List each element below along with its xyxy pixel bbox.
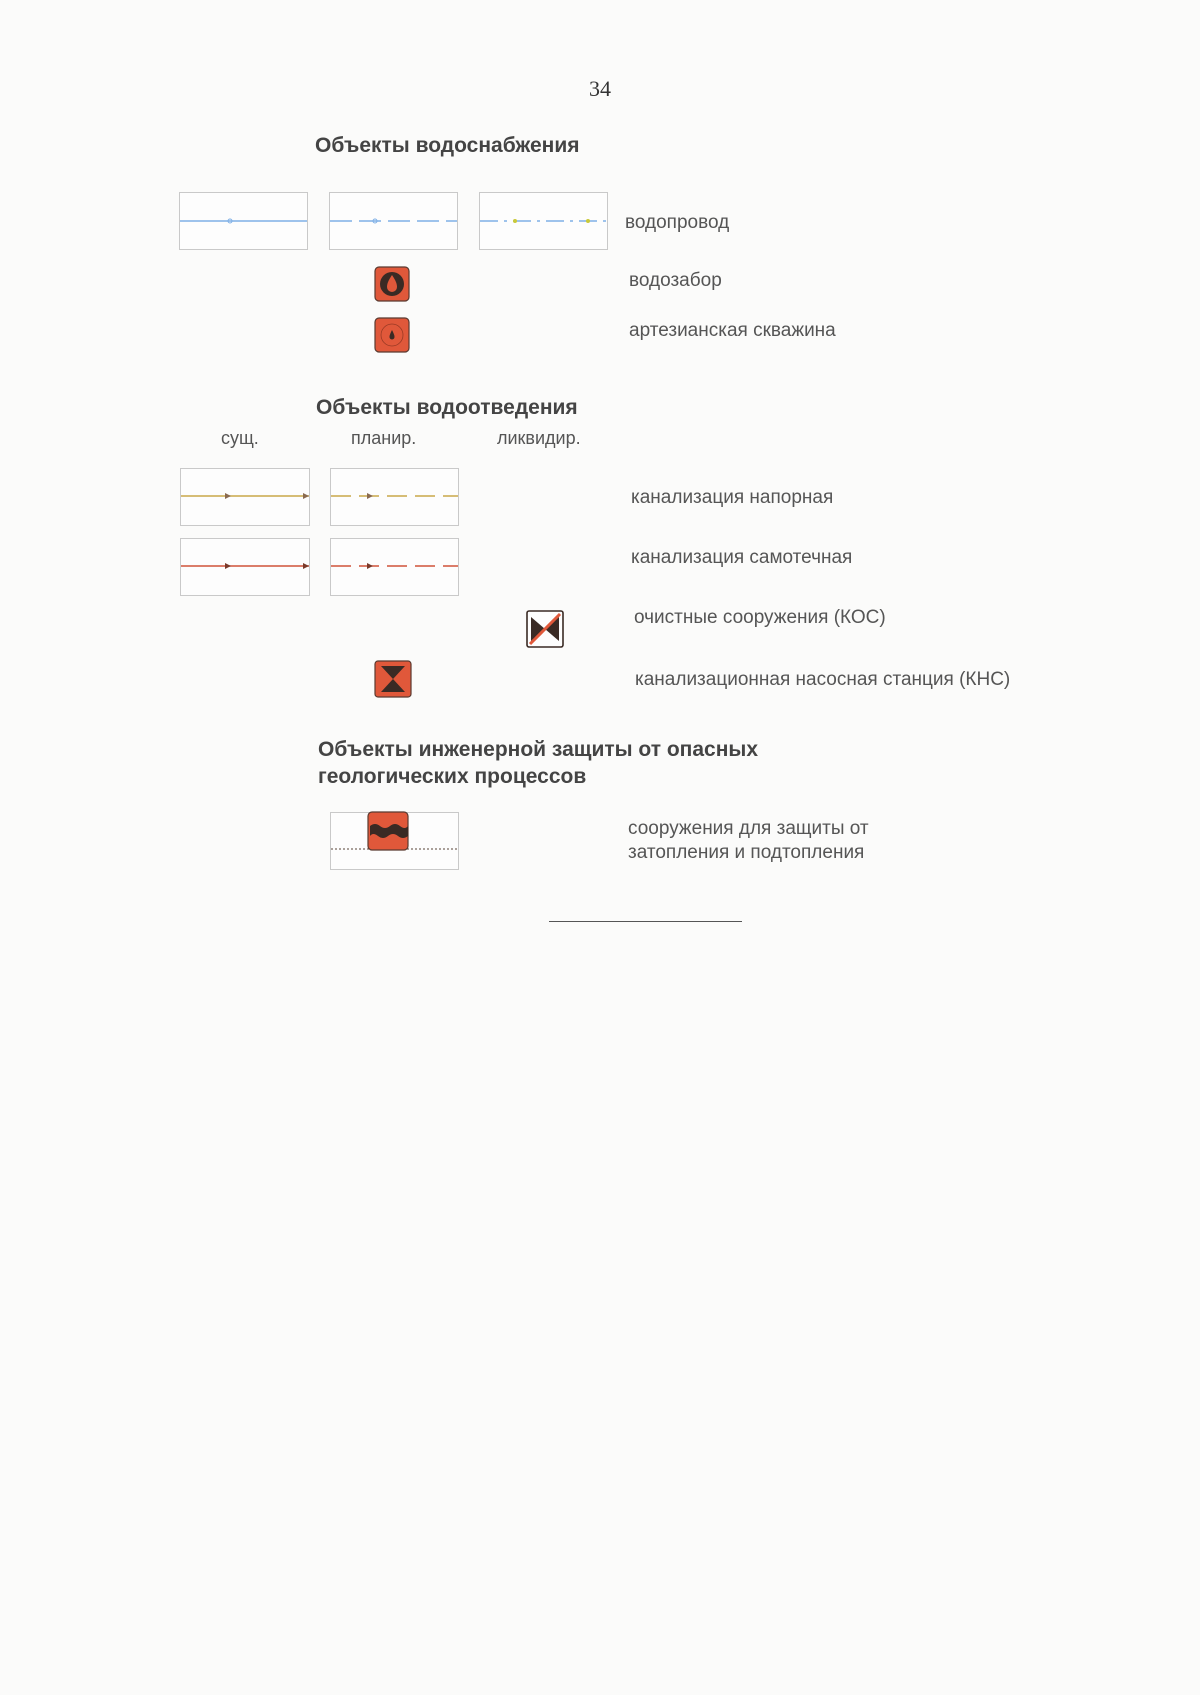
flood-protection-label-line1: сооружения для защиты от: [628, 818, 869, 839]
treatment-plant-label: очистные сооружения (КОС): [634, 607, 886, 628]
small-drop-icon: [374, 317, 410, 353]
pump-station-label: канализационная насосная станция (КНС): [635, 669, 1011, 690]
column-planned: планир.: [351, 428, 417, 448]
artesian-well-label: артезианская скважина: [629, 320, 836, 341]
hourglass-icon: [374, 660, 412, 698]
water-pipe-existing-swatch: [179, 192, 308, 250]
water-pipe-liquidated-swatch: [479, 192, 608, 250]
protection-title-line1: Объекты инженерной защиты от опасных: [318, 738, 759, 761]
water-pipe-label: водопровод: [625, 212, 730, 233]
column-existing: сущ.: [221, 428, 259, 448]
bowtie-crossed-icon: [526, 610, 564, 648]
flood-protection-label-line2: затопления и подтопления: [628, 842, 865, 863]
gravity-sewer-planned-swatch: [330, 538, 459, 596]
water-pipe-planned-swatch: [329, 192, 458, 250]
water-drop-icon: [374, 266, 410, 302]
gravity-sewer-label: канализация самотечная: [631, 547, 853, 568]
page-number: 34: [589, 76, 611, 101]
wave-barrier-icon: [367, 811, 409, 853]
water-supply-title: Объекты водоснабжения: [315, 134, 580, 157]
pressure-sewer-existing-swatch: [180, 468, 310, 526]
pressure-sewer-label: канализация напорная: [631, 487, 834, 508]
column-liquidated: ликвидир.: [497, 428, 581, 448]
gravity-sewer-existing-swatch: [180, 538, 310, 596]
protection-title-line2: геологических процессов: [318, 765, 587, 788]
drainage-title: Объекты водоотведения: [316, 396, 578, 419]
pressure-sewer-planned-swatch: [330, 468, 459, 526]
water-intake-label: водозабор: [629, 270, 722, 291]
end-divider: [549, 921, 742, 922]
